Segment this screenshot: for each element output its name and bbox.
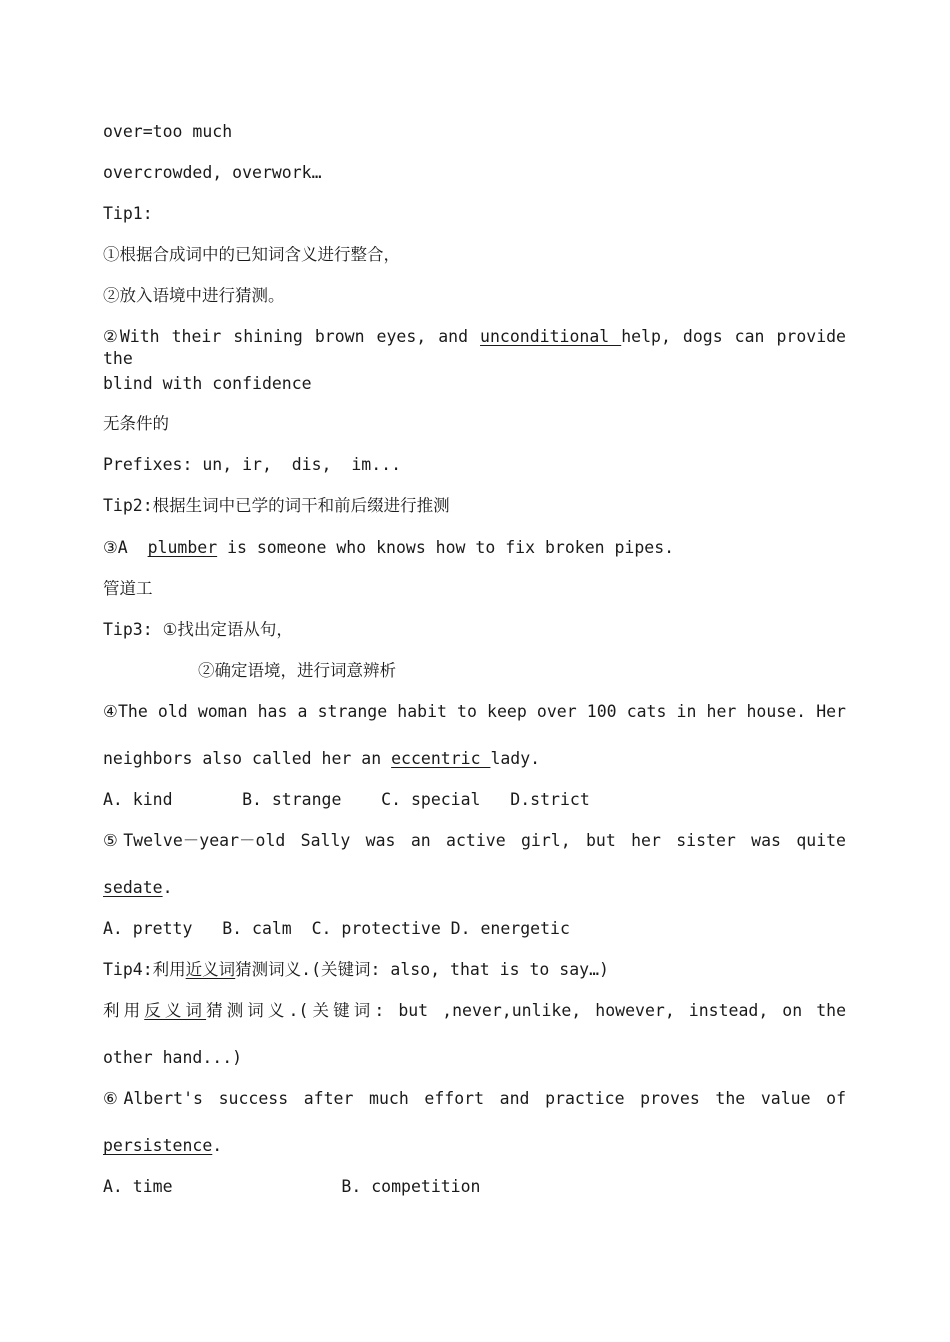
- sentence-part: ②With their shining brown eyes, and: [103, 327, 481, 346]
- sentence-part: .: [212, 1136, 223, 1155]
- tip-heading: [103, 959, 609, 981]
- tip-step: ①根据合成词中的已知词含义进行整合，: [103, 245, 400, 264]
- tip-heading: Tip3: ①找出定语从句，: [103, 620, 293, 639]
- tip-heading: Tip2:根据生词中已学的词干和前后缀进行推测: [103, 496, 450, 515]
- example-sentence-continued: [103, 877, 173, 899]
- tip-continued: other hand...): [103, 1048, 243, 1067]
- tip-part: 猜测词义.(关键词: also, that is to say…): [235, 960, 609, 979]
- example-sentence-continued: [103, 748, 540, 770]
- target-word: plumber: [147, 538, 218, 557]
- tip-part: 利用: [103, 1001, 145, 1020]
- tip-part: Tip4:利用: [103, 960, 186, 979]
- target-word: persistence: [103, 1136, 213, 1155]
- key-term: 近义词: [185, 960, 236, 979]
- tip-step: ②放入语境中进行猜测。: [103, 286, 285, 305]
- sentence-part: is someone who knows how to fix broken pipes.: [217, 538, 675, 557]
- target-word: sedate: [103, 878, 163, 897]
- example-sentence: ⑥Albert's success after much effort and practice proves the value of: [103, 1089, 846, 1108]
- target-word: eccentric: [391, 749, 491, 768]
- example-sentence: ④The old woman has a strange habit to keep over 100 cats in her house. Her: [103, 702, 846, 721]
- sentence-part: neighbors also called her an: [103, 749, 392, 768]
- answer-text: 无条件的: [103, 414, 169, 433]
- tip-heading: Tip1:: [103, 204, 153, 223]
- sentence-part: ③A: [103, 538, 148, 557]
- text-line: overcrowded, overwork…: [103, 163, 322, 182]
- sentence-part: lady.: [490, 749, 541, 768]
- sentence-part: help, dogs can provide the: [103, 327, 846, 368]
- answer-text: 管道工: [103, 579, 153, 598]
- key-term: 反义词: [144, 1001, 207, 1020]
- answer-options: A. kind B. strange C. special D.strict: [103, 790, 590, 809]
- sentence-part: .: [162, 878, 173, 897]
- example-sentence-continued: [103, 1135, 222, 1157]
- answer-options: A. time B. competition: [103, 1177, 481, 1196]
- text-line: over=too much: [103, 122, 233, 141]
- example-sentence: [103, 326, 846, 370]
- tip-part: 猜测词义.(关键词: but ,never,unlike, however, instead, on the: [206, 1001, 847, 1020]
- tip-step: ②确定语境，进行词意辨析: [198, 661, 396, 680]
- example-sentence: [103, 537, 674, 559]
- answer-options: A. pretty B. calm C. protective D. energetic: [103, 919, 570, 938]
- example-sentence: ⑤Twelve－year－old Sally was an active girl, but her sister was quite: [103, 831, 846, 850]
- tip-heading: [103, 1000, 846, 1022]
- example-sentence-continued: blind with confidence: [103, 374, 312, 393]
- target-word: unconditional: [480, 327, 622, 346]
- prefix-list: Prefixes: un, ir, dis, im...: [103, 455, 402, 474]
